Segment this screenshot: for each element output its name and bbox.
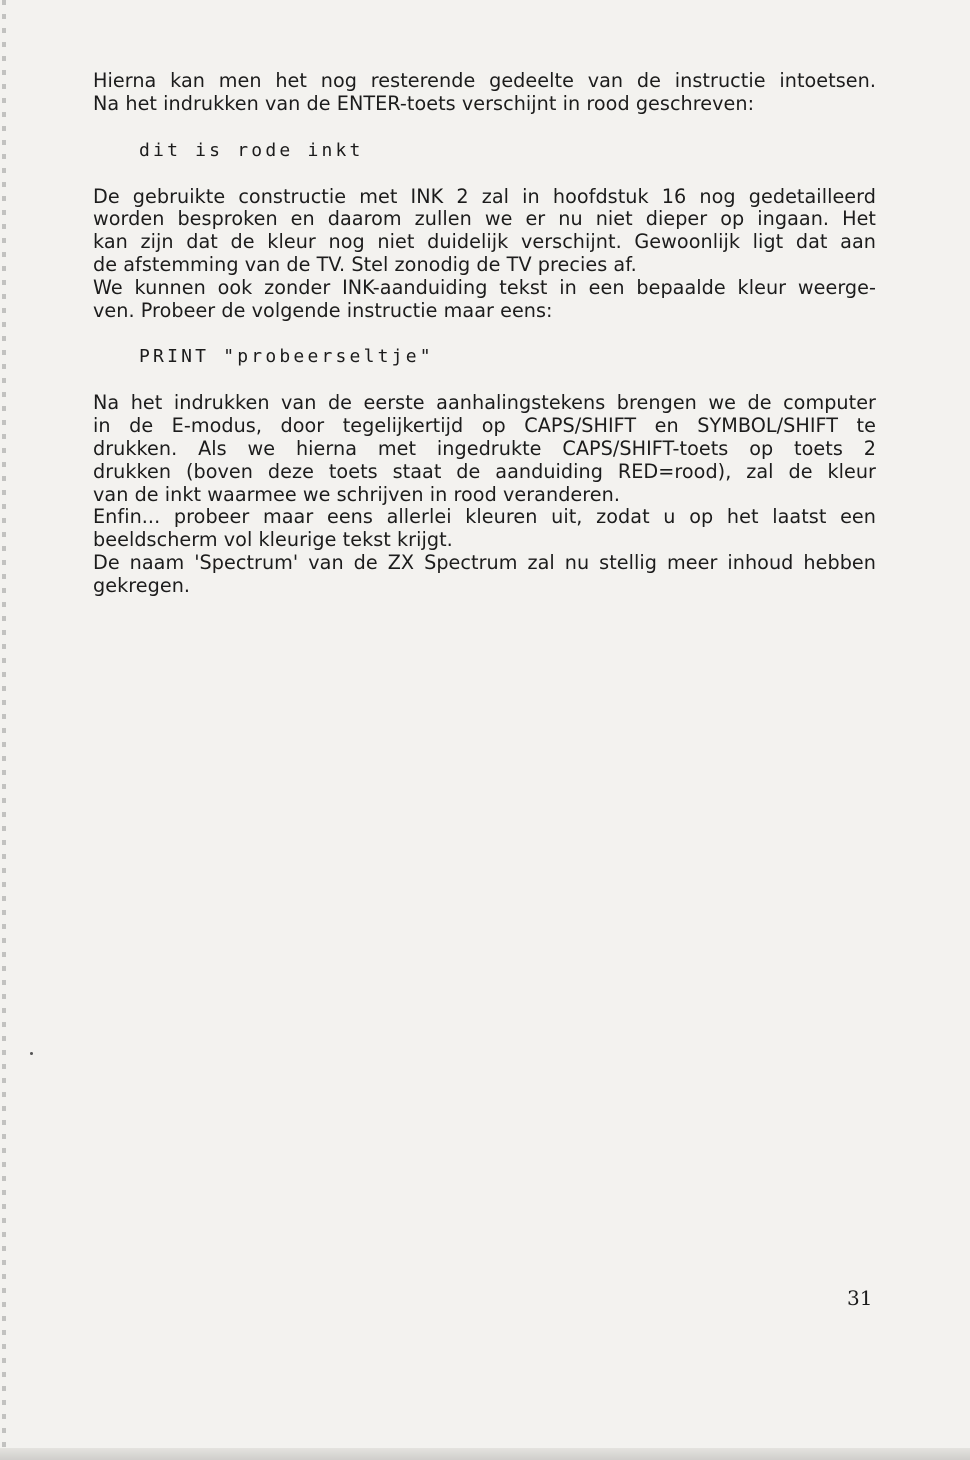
text-line: gekregen. xyxy=(93,573,191,597)
text-line: Hierna kan men het nog resterende gedeelte van de instructie intoetsen. xyxy=(93,69,876,92)
text-line: kan zijn dat de kleur nog niet duidelijk verschijnt. Gewoonlijk ligt dat aan xyxy=(93,230,876,254)
text-line: de afstemming van de TV. Stel zonodig de TV precies af. xyxy=(93,252,637,276)
text-line: De naam 'Spectrum' van de ZX Spectrum zal nu stellig meer inhoud hebben xyxy=(93,550,876,574)
paragraph-2 xyxy=(93,186,876,323)
text-line: drukken. Als we hierna met ingedrukte CAPS/SHIFT-toets op toets 2 xyxy=(93,436,876,460)
text-line: worden besproken en daarom zullen we er nu niet dieper op ingaan. Het xyxy=(93,207,876,231)
text-line: van de inkt waarmee we schrijven in rood veranderen. xyxy=(93,482,621,506)
text-line: Enfin... probeer maar eens allerlei kleuren uit, zodat u op het laatst een xyxy=(93,505,876,529)
paragraph-1 xyxy=(93,70,876,116)
page-bottom-edge xyxy=(0,1448,970,1460)
binding-spine xyxy=(2,0,6,1460)
text-line: in de E-modus, door tegelijkertijd op CAPS/SHIFT en SYMBOL/SHIFT te xyxy=(93,414,876,438)
page-number: 31 xyxy=(847,1286,873,1310)
text-line: Na het indrukken van de eerste aanhalingstekens brengen we de computer xyxy=(93,391,876,415)
text-line: drukken (boven deze toets staat de aanduiding RED=rood), zal de kleur xyxy=(93,459,876,483)
text-line: De gebruikte constructie met INK 2 zal in hoofdstuk 16 nog gedetailleerd xyxy=(93,184,876,208)
paragraph-3 xyxy=(93,392,876,597)
text-line: Na het indrukken van de ENTER-toets verschijnt in rood geschreven: xyxy=(93,91,755,115)
text-line: ven. Probeer de volgende instructie maar eens: xyxy=(93,298,553,322)
stray-mark xyxy=(30,1052,33,1055)
page-content xyxy=(93,70,876,598)
code-example-print: PRINT "probeerseltje" xyxy=(139,346,434,368)
text-line: We kunnen ook zonder INK-aanduiding tekst in een bepaalde kleur weerge- xyxy=(93,275,876,299)
code-example-red-ink: dit is rode inkt xyxy=(139,139,364,161)
text-line: beeldscherm vol kleurige tekst krijgt. xyxy=(93,528,453,552)
